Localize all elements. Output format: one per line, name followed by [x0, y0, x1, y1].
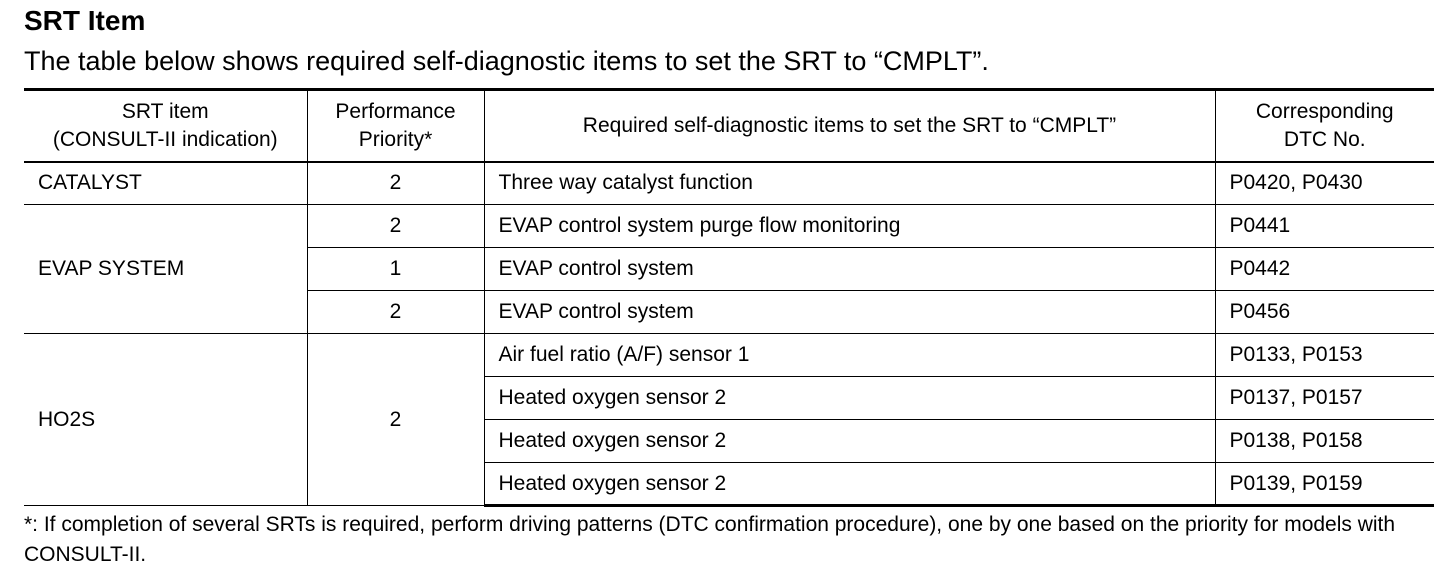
required-item-cell: Three way catalyst function	[484, 162, 1215, 205]
table-row	[24, 162, 1434, 205]
footnote: *: If completion of several SRTs is required, perform driving patterns (DTC confirmation procedure), one by one based on the priority for models with CONSULT-II.	[24, 513, 1396, 566]
required-item-cell: Air fuel ratio (A/F) sensor 1	[484, 334, 1215, 377]
required-item-cell: Heated oxygen sensor 2	[484, 420, 1215, 463]
dtc-cell: P0138, P0158	[1215, 420, 1434, 463]
dtc-cell: P0441	[1215, 205, 1434, 248]
dtc-cell: P0137, P0157	[1215, 377, 1434, 420]
priority-cell: 2	[307, 291, 484, 334]
table-row	[24, 334, 1434, 377]
dtc-cell: P0139, P0159	[1215, 463, 1434, 506]
required-item-cell: Heated oxygen sensor 2	[484, 463, 1215, 506]
header-srt-item	[24, 90, 307, 162]
priority-cell: 2	[307, 334, 484, 506]
srt-table	[24, 88, 1434, 507]
header-priority	[307, 90, 484, 162]
required-item-cell: EVAP control system	[484, 248, 1215, 291]
page-subtitle: The table below shows required self-diagnostic items to set the SRT to “CMPLT”.	[24, 46, 989, 76]
srt-item-cell: HO2S	[24, 334, 307, 506]
srt-item-cell: CATALYST	[24, 162, 307, 205]
priority-cell: 1	[307, 248, 484, 291]
table-header-row	[24, 90, 1434, 162]
header-dtc-line2: DTC No.	[1283, 127, 1366, 151]
dtc-cell: P0420, P0430	[1215, 162, 1434, 205]
header-dtc-line1: Corresponding	[1255, 99, 1394, 123]
header-priority-line2: Priority*	[358, 127, 433, 151]
header-srt-item-line1: SRT item	[121, 99, 209, 123]
required-item-cell: EVAP control system purge flow monitoring	[484, 205, 1215, 248]
srt-item-cell: EVAP SYSTEM	[24, 205, 307, 334]
priority-cell: 2	[307, 162, 484, 205]
dtc-cell: P0442	[1215, 248, 1434, 291]
table-row	[24, 205, 1434, 248]
required-item-cell: Heated oxygen sensor 2	[484, 377, 1215, 420]
required-item-cell: EVAP control system	[484, 291, 1215, 334]
header-required-items: Required self-diagnostic items to set the SRT to “CMPLT”	[484, 90, 1215, 162]
dtc-cell: P0456	[1215, 291, 1434, 334]
header-srt-item-line2: (CONSULT-II indication)	[52, 127, 278, 151]
header-dtc	[1215, 90, 1434, 162]
header-priority-line1: Performance	[335, 99, 456, 123]
priority-cell: 2	[307, 205, 484, 248]
dtc-cell: P0133, P0153	[1215, 334, 1434, 377]
page-title: SRT Item	[24, 5, 146, 36]
